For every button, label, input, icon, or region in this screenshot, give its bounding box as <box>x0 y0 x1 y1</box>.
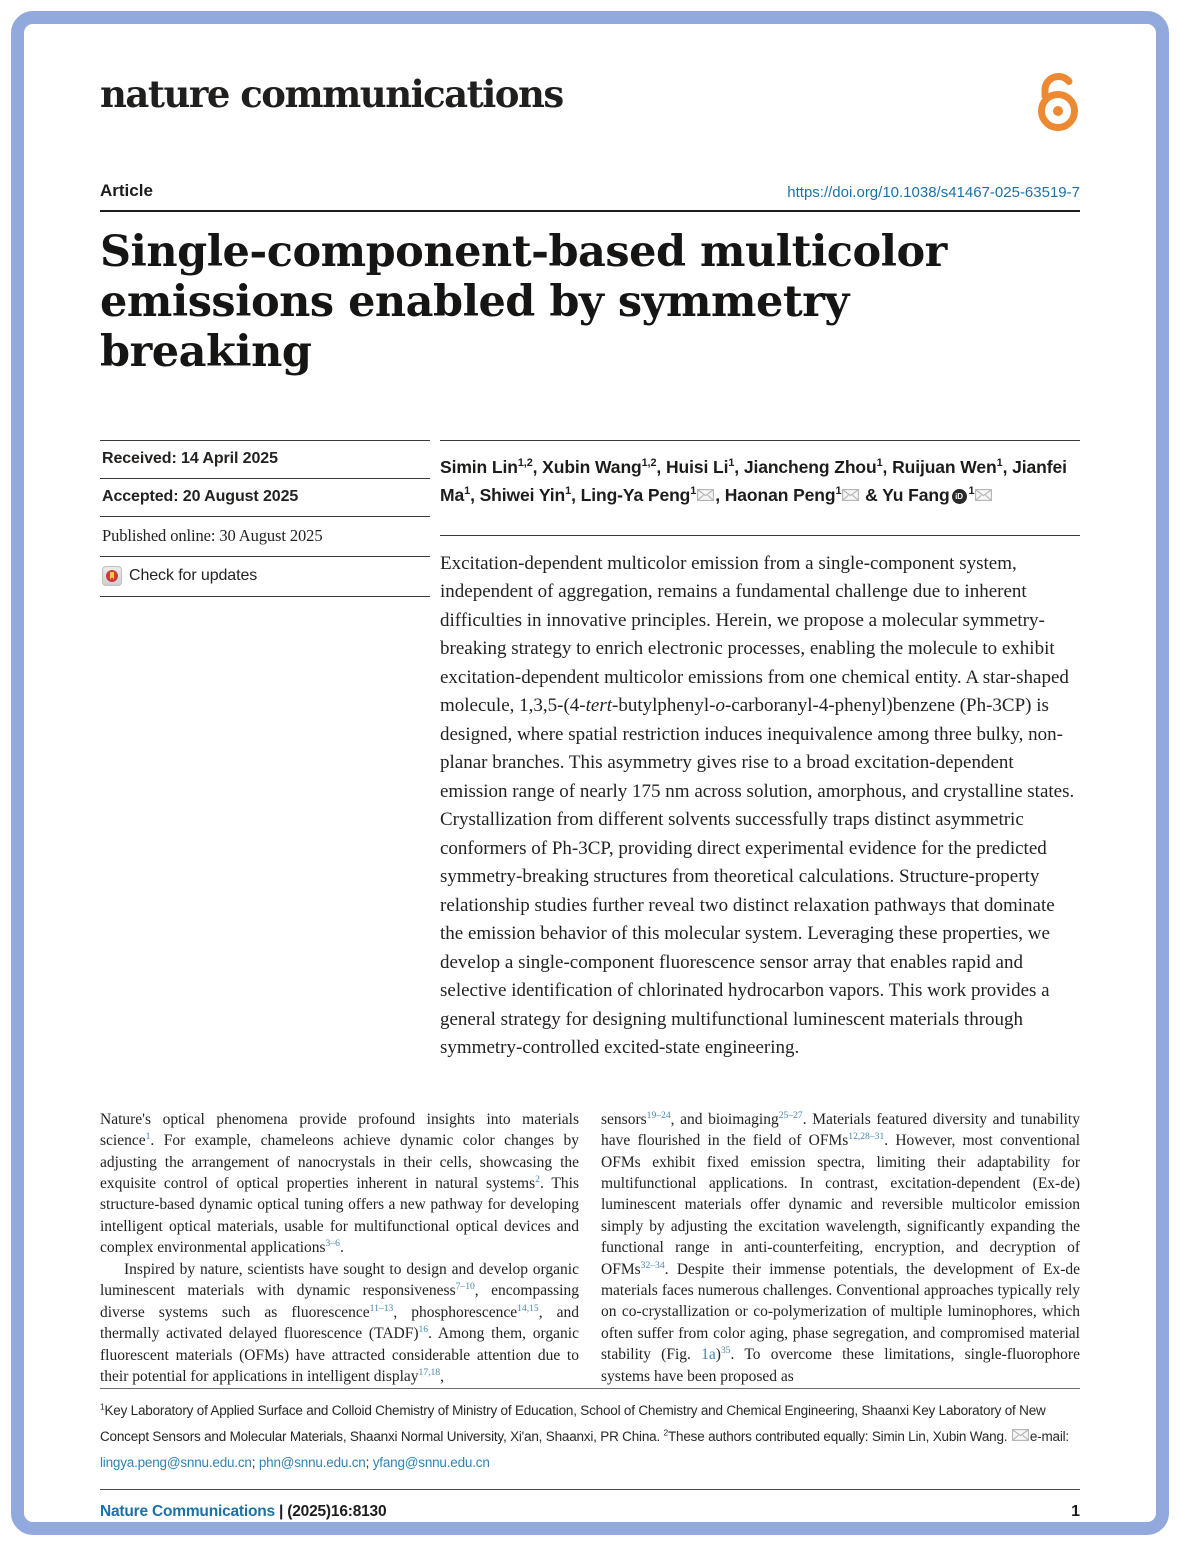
text-segment: . Despite their immense potentials, the development of Ex-de materials faces numerous challenges. Conventional approaches typically rely on co-crystallization or co-polymerization of multiple luminophores, which often suffer from color aging, phase segregation, and compromised material stability (Fig. <box>601 1260 1080 1364</box>
text-segment: ; <box>365 1455 373 1471</box>
affiliations-footnote <box>100 1388 1080 1477</box>
article-header-row <box>100 181 1080 212</box>
text-segment: ; <box>251 1455 259 1471</box>
affiliation-superscript: 1 <box>100 1401 105 1412</box>
orcid-icon[interactable]: iD <box>952 489 967 504</box>
text-segment: . This structure-based dynamic optical tuning offers a new pathway for developing intelligent optical materials, usable for multifunctional optical devices and complex environmental applications <box>100 1175 579 1257</box>
text-segment: . For example, chameleons achieve dynamic color changes by adjusting the arrangement of nanocrystals in their cells, showcasing the exquisite control of optical properties inherent in natural systems <box>100 1132 579 1193</box>
authors-abstract-column <box>440 440 1080 1063</box>
email-envelope-icon[interactable] <box>842 481 859 493</box>
text-segment: ) <box>715 1346 721 1364</box>
reference-link[interactable]: 35 <box>720 1345 731 1357</box>
reference-link[interactable]: 11–13 <box>369 1302 394 1314</box>
text-segment: Jianfei Ma <box>440 456 1067 505</box>
text-segment: -butylphenyl- <box>612 695 716 717</box>
check-for-updates-button[interactable] <box>100 556 430 597</box>
text-segment: , <box>656 456 666 477</box>
text-segment: , <box>532 456 543 477</box>
history-sidebar <box>100 440 430 1063</box>
body-column-right <box>601 1109 1080 1388</box>
affiliation-superscript: 1 <box>968 484 975 497</box>
reference-link[interactable]: 17,18 <box>418 1367 441 1379</box>
author-list <box>440 440 1080 509</box>
text-segment: Ruijuan Wen <box>892 456 997 477</box>
text-segment: . <box>339 1239 344 1257</box>
journal-name-link[interactable]: Nature Communications <box>100 1502 275 1520</box>
text-segment: These authors contributed equally: Simin Lin, Xubin Wang. <box>668 1428 1011 1444</box>
reference-link[interactable]: 14,15 <box>517 1302 539 1314</box>
affiliation-superscript: 1,2 <box>517 456 533 469</box>
reference-link[interactable]: 19–24 <box>646 1109 671 1121</box>
volume-citation: | (2025)16:8130 <box>279 1502 387 1520</box>
text-segment: tert <box>585 695 613 717</box>
text-segment: , phosphorescence <box>393 1303 518 1321</box>
article-type-label: Article <box>100 181 153 200</box>
text-segment: Yu Fang <box>882 484 950 505</box>
reference-link[interactable]: 1 <box>145 1131 151 1142</box>
text-segment: , and bioimaging <box>670 1110 779 1128</box>
text-segment: , <box>882 456 893 477</box>
reference-link[interactable]: 16 <box>418 1324 429 1336</box>
text-segment: Key Laboratory of Applied Surface and Colloid Chemistry of Ministry of Education, School of Chemistry and Chemical Engineering, Shaanxi Key Laboratory of New Concept Sensors and Molecular Materials, Shaanxi Normal University, Xi'an, Shaanxi, PR China. <box>100 1402 1046 1444</box>
reference-link[interactable]: 25–27 <box>778 1109 803 1121</box>
crossmark-icon <box>102 566 122 586</box>
text-segment: , <box>571 484 581 505</box>
open-access-icon <box>1036 70 1080 137</box>
page-number: 1 <box>1071 1502 1080 1520</box>
text-segment: sensors <box>601 1110 647 1128</box>
text-segment: Inspired by nature, scientists have sought to design and develop organic luminescent materials with dynamic responsiveness <box>100 1260 579 1300</box>
text-segment: Excitation-dependent multicolor emission from a single-component system, independent of aggregation, remains a fundamental challenge due to inherent difficulties in innovative principles. Herein, we propose a molecular symmetry-breaking strategy to enrich electronic processes, enabling the molecule to exhibit excitation-dependent multicolor emissions from one chemical entity. A star-shaped molecule, 1,3,5-(4- <box>440 552 1069 717</box>
abstract-text <box>440 535 1080 1063</box>
reference-link[interactable]: 7–10 <box>455 1281 475 1293</box>
accepted-date: Accepted: 20 August 2025 <box>100 478 430 516</box>
journal-logo: nature communications <box>100 72 563 116</box>
text-segment: Jiancheng Zhou <box>743 456 877 477</box>
reference-link[interactable]: 2 <box>535 1173 540 1185</box>
published-date: Published online: 30 August 2025 <box>100 516 430 556</box>
text-segment: , encompassing diverse systems such as fluorescence <box>100 1282 579 1321</box>
text-segment: Huisi Li <box>665 456 729 477</box>
text-segment: , <box>470 484 480 505</box>
body-column-left <box>100 1109 579 1388</box>
affiliation-superscript: 2 <box>663 1427 668 1438</box>
email-link[interactable]: yfang@snnu.edu.cn <box>372 1455 490 1471</box>
reference-link[interactable]: 32–34 <box>640 1259 665 1271</box>
text-segment: -carboranyl-4-phenyl)benzene (Ph-3CP) is designed, where spatial restriction induces inequivalence among three bulky, non-planar branches. This asymmetry gives rise to a broad excitation-dependent emission range of nearly 175 nm across solution, amorphous, and crystalline states. Crystallization from different solvents successfully traps distinct asymmetric conformers of Ph-3CP, providing direct experimental evidence for the predicted symmetry-breaking structures from theoretical calculations. Structure-property relationship studies further reveal two distinct relaxation pathways that dominate the emission behavior of this molecular system. Leveraging these properties, we develop a single-component fluorescence sensor array that enables rapid and selective identification of chlorinated hydrocarbon vapors. This work provides a general strategy for designing multifunctional luminescent materials through symmetry-controlled excited-state engineering. <box>440 695 1075 1059</box>
paragraph <box>601 1109 1080 1388</box>
text-segment: , <box>734 456 744 477</box>
page-foot <box>100 1388 1080 1521</box>
footer-citation <box>100 1503 386 1521</box>
text-segment: . Materials featured diversity and tunability have flourished in the field of OFMs <box>601 1110 1080 1150</box>
affiliation-superscript: 1 <box>728 456 735 469</box>
reference-link[interactable]: 3–6 <box>325 1238 340 1250</box>
body-text <box>100 1109 1080 1388</box>
email-envelope-icon[interactable] <box>697 481 714 493</box>
affiliation-superscript: 1 <box>565 484 572 497</box>
page-frame-border <box>11 11 1169 1535</box>
paragraph <box>100 1109 579 1259</box>
text-segment: , and thermally activated delayed fluorescence (TADF) <box>100 1303 580 1343</box>
email-link[interactable]: phn@snnu.edu.cn <box>258 1455 366 1471</box>
text-segment: Simin Lin <box>440 456 518 477</box>
check-for-updates-label: Check for updates <box>129 566 258 584</box>
email-link[interactable]: lingya.peng@snnu.edu.cn <box>100 1455 252 1471</box>
affiliation-superscript: 1 <box>996 456 1003 469</box>
text-segment: e-mail: <box>1029 1428 1069 1444</box>
masthead <box>100 66 1080 137</box>
affiliation-superscript: 1 <box>464 484 471 497</box>
article-page <box>24 24 1156 1522</box>
text-segment: Nature's optical phenomena provide profound insights into materials science <box>100 1110 579 1150</box>
affiliation-superscript: 1 <box>835 484 842 497</box>
email-envelope-icon[interactable] <box>1012 1424 1029 1436</box>
text-segment: & <box>860 484 883 505</box>
paragraph <box>100 1259 579 1388</box>
running-footer <box>100 1489 1080 1521</box>
text-segment: Shiwei Yin <box>479 484 566 505</box>
text-segment: Ling-Ya Peng <box>580 484 691 505</box>
received-date: Received: 14 April 2025 <box>100 440 430 478</box>
text-segment: , <box>1002 456 1013 477</box>
info-section <box>100 440 1080 1063</box>
text-segment: . Among them, organic fluorescent materials (OFMs) have attracted considerable attention due to their potential for applications in intelligent display <box>100 1325 579 1386</box>
text-segment: Haonan Peng <box>724 484 836 505</box>
text-segment: , <box>440 1368 445 1386</box>
text-segment: Xubin Wang <box>542 456 642 477</box>
text-segment: , <box>715 484 725 505</box>
reference-link[interactable]: 12,28–31 <box>848 1131 885 1143</box>
text-segment: . However, most conventional OFMs exhibit fixed emission spectra, limiting their adaptability for multifunctional applications. In contrast, excitation-dependent (Ex-de) luminescent materials offer dynamic and reversible multicolor emission simply by adjusting the excitation wavelength, significantly expanding the functional range in anti-counterfeiting, encryption, and decryption of OFMs <box>601 1132 1080 1278</box>
doi-link[interactable]: https://doi.org/10.1038/s41467-025-63519-7 <box>787 184 1080 201</box>
text-segment: o <box>715 695 725 717</box>
figure-link[interactable]: 1a <box>701 1346 716 1364</box>
article-title: Single-component-based multicolor emissions enabled by symmetry breaking <box>100 227 947 377</box>
affiliation-superscript: 1 <box>690 484 697 497</box>
text-segment: . To overcome these limitations, single-fluorophore systems have been proposed as <box>601 1346 1080 1385</box>
affiliation-superscript: 1,2 <box>641 456 657 469</box>
email-envelope-icon[interactable] <box>975 481 992 493</box>
affiliation-superscript: 1 <box>876 456 883 469</box>
